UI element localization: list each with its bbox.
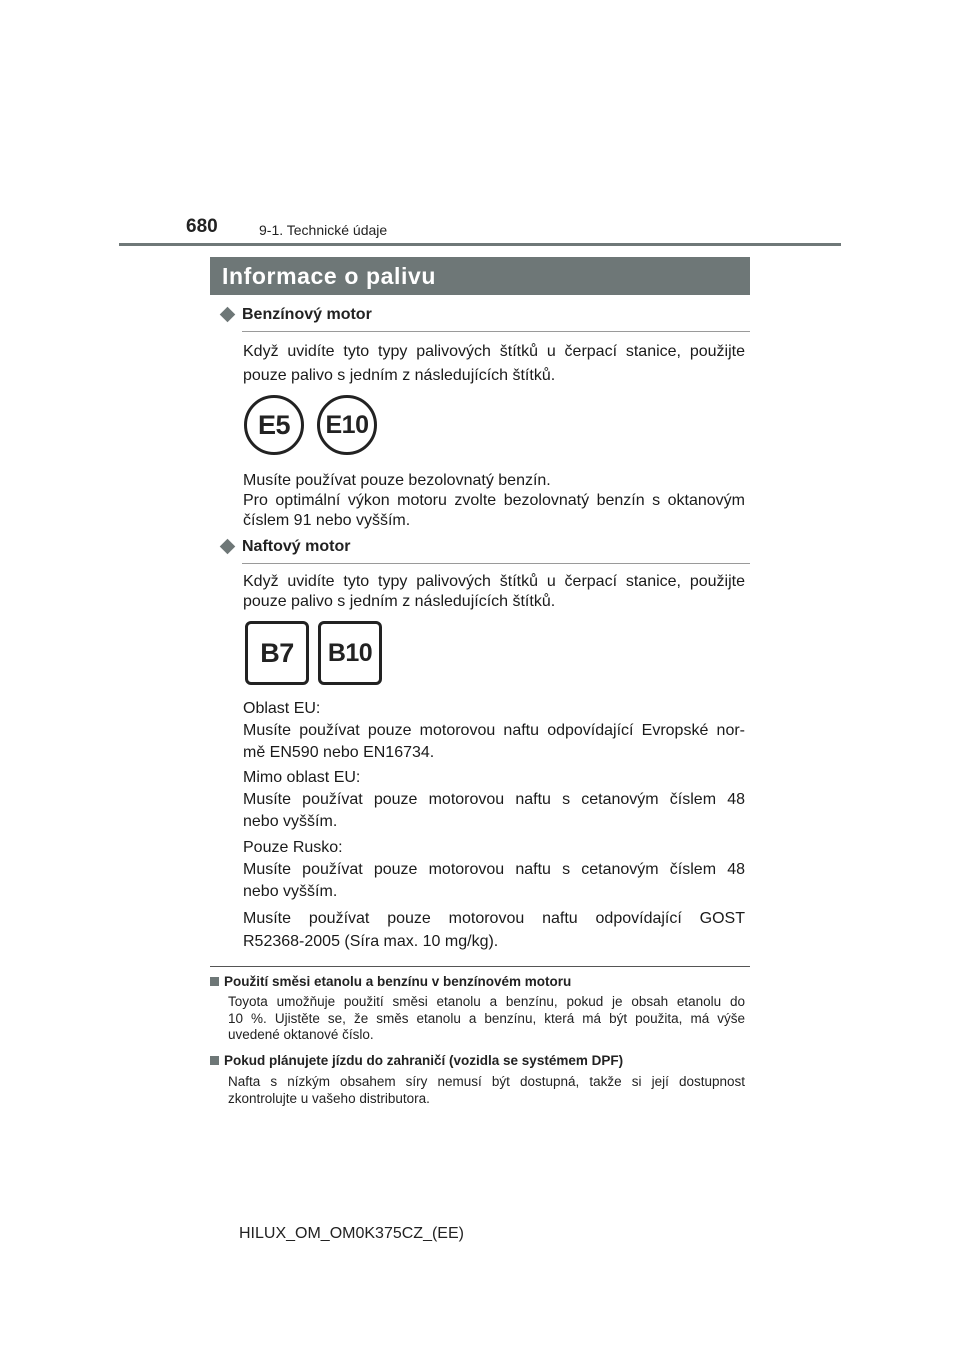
diesel-russia-line: Musíte používat pouze motorovou naftu s cetanovým číslem 48 [243,861,745,878]
note-body-line: zkontrolujte u vašeho distributora. [228,1090,430,1106]
fuel-label-b7: B7 [245,621,309,685]
diesel-russia-label: Pouze Rusko: [243,839,343,856]
diamond-bullet-icon [220,538,236,554]
square-bullet-icon [210,977,219,986]
note-body-ethanol [228,994,745,1044]
diamond-bullet-icon [220,306,236,322]
petrol-intro [243,340,745,388]
note-body-line: uvedené oktanové číslo. [228,1027,374,1042]
petrol-intro-line: pouze palivo s jedním z následujících štítků. [243,367,556,384]
note-body-line: 10 %. Ujistěte se, že směs etanolu a benzínu, která má být použita, má výše [228,1010,745,1026]
diesel-gost-line: R52368-2005 (Síra max. 10 mg/kg). [243,933,499,950]
petrol-intro-line: Když uvidíte tyto typy palivových štítků u čerpací stanice, použijte [243,343,745,360]
petrol-heading-rule [242,331,750,332]
square-bullet-icon [210,1056,219,1065]
diesel-non-eu-line: nebo vyšším. [243,813,338,830]
diesel-gost [243,907,745,953]
section-label: 9-1. Technické údaje [259,222,388,238]
notes-rule [210,966,750,967]
diesel-eu-label: Oblast EU: [243,700,321,717]
note-body-line: Toyota umožňuje použití směsi etanolu a benzínu, pokud je obsah etanolu do [228,994,745,1009]
diesel-gost-line: Musíte používat pouze motorovou naftu odpovídající GOST [243,910,745,927]
petrol-heading [218,306,750,332]
fuel-label-b10: B10 [318,621,382,685]
petrol-text-line: číslem 91 nebo vyšším. [243,512,411,529]
petrol-text [243,471,745,531]
document-id-footer: HILUX_OM_OM0K375CZ_(EE) [239,1225,464,1242]
diesel-intro-line: pouze palivo s jedním z následujících štítků. [243,593,556,610]
fuel-label-e10: E10 [317,395,377,455]
page-number: 680 [186,216,218,237]
diesel-non-eu [243,767,745,833]
note-heading-text: Použití směsi etanolu a benzínu v benzínovém motoru [224,974,572,989]
diesel-intro-line: Když uvidíte tyto typy palivových štítků u čerpací stanice, použijte [243,573,745,590]
fuel-label-e5: E5 [244,395,304,455]
diesel-russia-line: nebo vyšším. [243,883,338,900]
note-heading-dpf [210,1053,623,1068]
note-body-dpf [228,1074,745,1107]
note-heading-ethanol [210,974,571,989]
page-title: Informace o palivu [210,257,750,295]
diesel-russia [243,837,745,903]
diesel-eu [243,698,745,764]
header-rule [119,243,841,246]
diesel-eu-line: Musíte používat pouze motorovou naftu odpovídající Evropské nor- [243,722,745,739]
diesel-heading [218,538,750,564]
diesel-eu-line: mě EN590 nebo EN16734. [243,744,435,761]
note-body-line: Nafta s nízkým obsahem síry nemusí být dostupná, takže si její dostupnost [228,1074,745,1089]
diesel-non-eu-line: Musíte používat pouze motorovou naftu s cetanovým číslem 48 [243,791,745,808]
diesel-heading-text: Naftový motor [242,538,351,555]
petrol-text-line: Musíte používat pouze bezolovnatý benzín. [243,472,551,489]
diesel-heading-rule [242,563,750,564]
petrol-heading-text: Benzínový motor [242,306,372,323]
petrol-text-line: Pro optimální výkon motoru zvolte bezolovnatý benzín s oktanovým [243,492,745,509]
diesel-intro [243,572,745,612]
diesel-non-eu-label: Mimo oblast EU: [243,769,361,786]
note-heading-text: Pokud plánujete jízdu do zahraničí (vozidla se systémem DPF) [224,1053,624,1068]
